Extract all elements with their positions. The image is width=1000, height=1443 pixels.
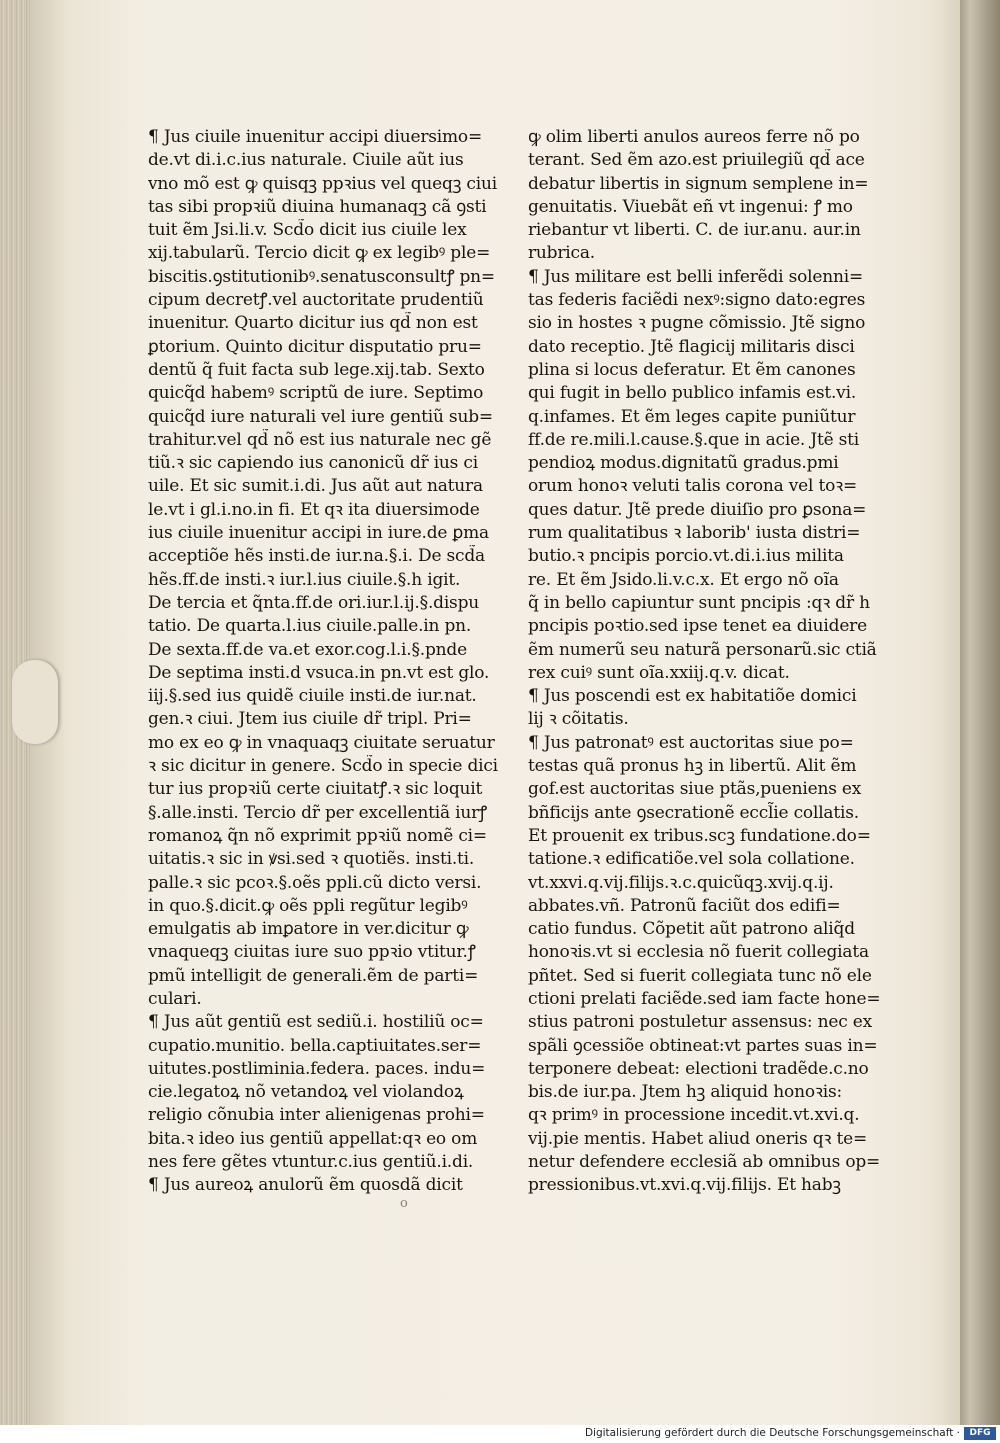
text-line: qꝛ primꝰ in processione incedit.vt.xvi.q. <box>528 1105 860 1126</box>
text-line: quicq̃d habemꝰ scriptũ de iure. Septimo <box>148 383 484 404</box>
text-line: ꝑtorium. Quinto dicitur disputatio pru= <box>148 336 482 357</box>
text-line: qui fugit in bello publico infamis est.vi. <box>528 383 857 404</box>
dfg-logo: DFG <box>964 1427 996 1440</box>
text-line: q̃ in bello capiuntur sunt pncipis :qꝛ dr̃ h <box>528 592 870 613</box>
text-line: bis.de iur.pa. Jtem hꝫ aliquid honoꝛis: <box>528 1082 843 1103</box>
text-line: dentũ q̃ fuit facta sub lege.xij.tab. Sexto <box>148 359 485 380</box>
text-line: ¶ Jus poscendi est ex habitatiõe domici <box>528 686 857 707</box>
text-line: netur defendere ecclesiã ab omnibus op= <box>528 1152 881 1173</box>
text-line: ¶ Jus ciuile inuenitur accipi diuersimo= <box>148 127 483 147</box>
text-line: pñtet. Sed si fuerit collegiata tunc nõ ele <box>528 965 872 986</box>
text-line: ¶ Jus patronatꝰ est auctoritas siue po= <box>528 732 854 753</box>
text-line: dato receptio. Jtẽ flagicij militaris disci <box>528 336 855 357</box>
text-line: religio cõnubia inter alienigenas prohi= <box>148 1105 485 1126</box>
text-line: quicq̃d iure naturali vel iure gentiũ sub= <box>148 406 493 427</box>
text-line: De septima insti.d vsuca.in pn.vt est glo. <box>148 662 490 683</box>
text-line: ctioni prelati faciẽde.sed iam facte hone= <box>528 988 881 1009</box>
book-binding-strip <box>960 0 1000 1425</box>
text-line: bita.ꝛ ideo ius gentiũ appellat:qꝛ eo om <box>148 1128 478 1149</box>
text-line: ff.de re.mili.l.cause.§.que in acie. Jtẽ sti <box>528 429 860 450</box>
text-line: tiũ.ꝛ sic capiendo ius canonicũ dr̃ ius ci <box>148 453 478 474</box>
text-line: tatione.ꝛ edificatiõe.vel sola collatione. <box>528 849 855 870</box>
text-line: hẽs.ff.de insti.ꝛ iur.l.ius ciuile.§.h igit. <box>148 569 461 590</box>
text-line: De tercia et q̃nta.ff.de ori.iur.l.ij.§.dispu <box>148 592 480 613</box>
text-line: ¶ Jus aureoꝝ anulorũ ẽm quosdã dicit <box>148 1175 463 1196</box>
text-line: tas federis faciẽdi nexꝰ:signo dato:egres <box>528 290 866 311</box>
text-line: §.alle.insti. Tercio dr̃ per excellentiã iurꝭ <box>148 802 487 823</box>
text-line: genuitatis. Viuebãt eñ vt ingenui: ꝭ mo <box>528 196 853 217</box>
text-line: uile. Et sic sumit.i.di. Jus aũt aut natura <box>148 476 483 497</box>
text-line: tur ius propꝛiũ certe ciuitatꝭ.ꝛ sic loquit <box>148 779 483 800</box>
text-line: vt.xxvi.q.vij.filijs.ꝛ.c.quicũqꝫ.xvij.q.ij. <box>528 872 834 893</box>
text-line: gen.ꝛ ciui. Jtem ius ciuile dr̃ tripl. Pri= <box>148 709 472 730</box>
text-line: tatio. De quarta.l.ius ciuile.palle.in pn. <box>148 616 472 637</box>
text-line: tuit ẽm Jsi.li.v. Scd̃o dicit ius ciuile lex <box>148 220 467 241</box>
text-line: vno mõ est ꝙ quisqꝫ ppꝛius vel queqꝫ ciui <box>148 173 497 194</box>
text-line: riebantur vt liberti. C. de iur.anu. aur.in <box>528 220 861 241</box>
text-line: ius ciuile inuenitur accipi in iure.de ꝑma <box>148 523 489 544</box>
footer-bar <box>0 1425 1000 1443</box>
text-line: acceptiõe hẽs insti.de iur.na.§.i. De scd̃a <box>148 546 485 567</box>
text-line: culari. <box>148 988 202 1009</box>
text-line: rum qualitatibus ꝛ laborib' iusta distri= <box>528 523 861 544</box>
text-line: terant. Sed ẽm azo.est priuilegiũ qd̃ ace <box>528 150 865 171</box>
left-text-column <box>148 126 528 1198</box>
text-line: in quo.§.dicit.ꝙ oẽs ppli regũtur legibꝰ <box>148 895 468 916</box>
text-line: biscitis.ꝯstitutionibꝰ.senatusconsultꝭ pn= <box>148 266 495 287</box>
text-line: Et prouenit ex tribus.scꝫ fundatione.do= <box>528 825 871 846</box>
text-line: rubrica. <box>528 243 595 264</box>
text-line: sio in hostes ꝛ pugne cõmissio. Jtẽ signo <box>528 313 866 334</box>
text-line: vnaqueqꝫ ciuitas iure suo ppꝛio vtitur.ꝭ <box>148 942 476 963</box>
text-line: palle.ꝛ sic pcoꝛ.§.oẽs ppli.cũ dicto versi. <box>148 872 482 893</box>
text-line: De sexta.ff.de va.et exor.cog.l.i.§.pnde <box>148 639 467 660</box>
text-line: butio.ꝛ pncipis porcio.vt.di.i.ius milita <box>528 546 844 567</box>
text-line: gof.est auctoritas siue ptãs,pueniens ex <box>528 779 862 800</box>
text-line: de.vt di.i.c.ius naturale. Ciuile aũt ius <box>148 150 464 171</box>
text-line: vij.pie mentis. Habet aliud oneris qꝛ te= <box>528 1128 868 1149</box>
text-line: cipum decretꝭ.vel auctoritate prudentiũ <box>148 290 484 311</box>
text-line: ques datur. Jtẽ prede diuiſio pro ꝑsona= <box>528 499 867 520</box>
text-line: pncipis poꝛtio.sed ipse tenet ea diuidere <box>528 616 867 637</box>
text-line: uitutes.postliminia.federa. paces. indu= <box>148 1058 486 1079</box>
text-line: tas sibi propꝛiũ diuina humanaqꝫ cã ꝯsti <box>148 196 487 217</box>
text-line: ꝛ sic dicitur in genere. Scd̃o in specie dici <box>148 756 498 777</box>
text-line: iij.§.sed ius quidẽ ciuile insti.de iur.nat. <box>148 686 477 707</box>
text-line: cupatio.munitio. bella.captiuitates.ser= <box>148 1035 482 1056</box>
text-line: inuenitur. Quarto dicitur ius qd̃ non est <box>148 313 478 334</box>
text-line: pressionibus.vt.xvi.q.vij.filijs. Et habꝫ <box>528 1175 841 1196</box>
text-line: ẽm numerũ seu naturã personarũ.sic ctiã <box>528 639 877 660</box>
text-line: q.infames. Et ẽm leges capite puniũtur <box>528 406 856 427</box>
text-line: rex cuiꝰ sunt oĩa.xxiij.q.v. dicat. <box>528 662 790 683</box>
text-line: ¶ Jus militare est belli inferẽdi solenni= <box>528 266 864 287</box>
text-line: uitatis.ꝛ sic in ꝟsi.sed ꝛ quotiẽs. insti.ti. <box>148 849 475 870</box>
text-line: cie.legatoꝝ nõ vetandoꝝ vel violandoꝝ <box>148 1082 464 1103</box>
text-line: re. Et ẽm Jsido.li.v.c.x. Et ergo nõ oĩa <box>528 569 839 590</box>
text-line: orum honoꝛ veluti talis corona vel toꝛ= <box>528 476 858 497</box>
text-line: bñficijs ante ꝯsecrationẽ eccl̃ie collatis. <box>528 802 859 823</box>
text-line: ꝙ olim liberti anulos aureos ferre nõ po <box>528 127 860 147</box>
text-line: trahitur.vel qd̃ nõ est ius naturale nec gẽ <box>148 429 492 450</box>
text-line: catio fundus. Cõpetit aũt patrono aliq̃d <box>528 919 855 940</box>
text-line: testas quã pronus hꝫ in libertũ. Alit ẽm <box>528 756 857 777</box>
text-line: ¶ Jus aũt gentiũ est sediũ.i. hostiliũ oc= <box>148 1012 484 1033</box>
text-line: plina si locus deferatur. Et ẽm canones <box>528 359 856 380</box>
text-line: xij.tabularũ. Tercio dicit ꝙ ex legibꝰ ple= <box>148 243 491 264</box>
text-line: emulgatis ab imꝑatore in ver.dicitur ꝙ <box>148 919 469 940</box>
text-line: spãli ꝯcessiõe obtineat:vt partes suas in= <box>528 1035 878 1056</box>
page-bookmark-tab <box>12 660 58 744</box>
footer-credit: Digitalisierung gefördert durch die Deutsche Forschungsgemeinschaft · <box>584 1427 960 1439</box>
text-line: pmũ intelligit de generali.ẽm de parti= <box>148 965 479 986</box>
text-line: honoꝛis.vt si ecclesia nõ fuerit collegiata <box>528 942 869 963</box>
page-mark: o <box>400 1196 408 1211</box>
right-text-column <box>528 126 908 1198</box>
text-line: nes fere gẽtes vtuntur.c.ius gentiũ.i.di. <box>148 1152 474 1173</box>
text-line: pendioꝝ modus.dignitatũ gradus.pmi <box>528 453 839 474</box>
text-line: terponere debeat: electioni tradẽde.c.no <box>528 1058 869 1079</box>
text-line: abbates.vñ. Patronũ faciũt dos edifi= <box>528 895 841 916</box>
text-line: romanoꝝ q̃n nõ exprimit ppꝛiũ nomẽ ci= <box>148 825 487 846</box>
text-line: stius patroni postuletur assensus: nec ex <box>528 1012 873 1033</box>
text-line: mo ex eo ꝙ in vnaquaqꝫ ciuitate seruatur <box>148 732 495 753</box>
text-line: le.vt i gl.i.no.in fi. Et qꝛ ita diuersimode <box>148 499 480 520</box>
text-line: debatur libertis in signum semplene in= <box>528 173 869 194</box>
text-line: lij ꝛ cõitatis. <box>528 709 629 730</box>
